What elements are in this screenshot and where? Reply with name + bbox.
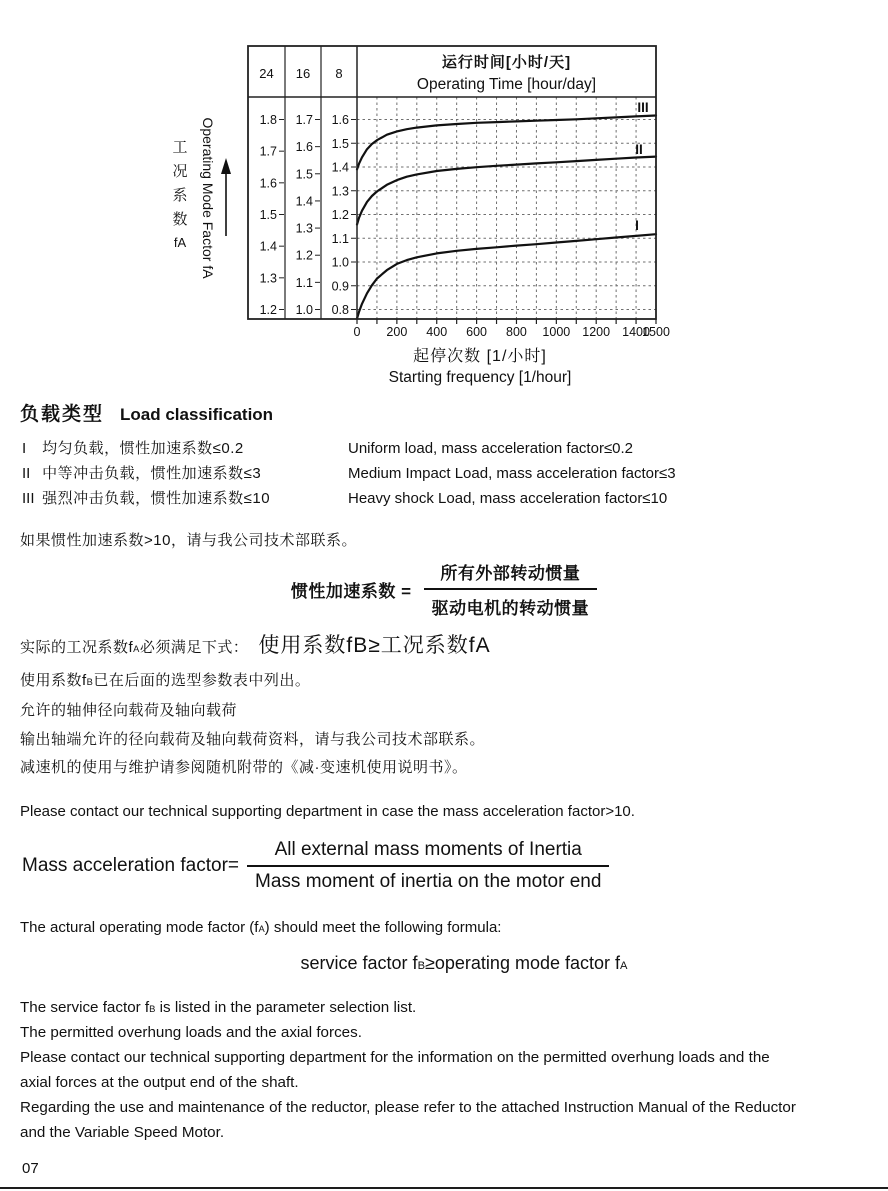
scale-header-16: 16 (295, 66, 311, 81)
scale-tick-label: 1.7 (295, 113, 313, 127)
bottom-line-1: The service factor fB is listed in the parameter selection list. (20, 999, 417, 1016)
x-tick-label: 1500 (642, 325, 670, 339)
en-formula-lhs: Mass acceleration factor= (22, 855, 240, 876)
service-factor-formula: service factor fB≥operating mode factor fA (300, 953, 628, 973)
x-tick-label: 0 (353, 325, 361, 339)
page-bottom-rule (0, 1187, 888, 1189)
scale-tick-label: 1.3 (259, 271, 277, 286)
scale-tick-label: 1.4 (295, 194, 313, 209)
en-actural-line: The actural operating mode factor (fA) should meet the following formula: (20, 919, 502, 936)
scale-header-24: 24 (259, 66, 274, 81)
up-arrow-head (221, 158, 231, 174)
scale-tick-label: 0.9 (331, 279, 349, 294)
en-contact-note: Please contact our technical supporting department in case the mass acceleration factor>10. (20, 803, 635, 820)
y-axis-label-zh-char: 数 (172, 211, 188, 228)
x-tick-label: 800 (506, 325, 527, 339)
operating-factor-chart (150, 40, 680, 390)
zh-contact-note: 如果惯性加速系数>10，请与我公司技术部联系。 (20, 532, 357, 549)
y-axis-label-zh-char: 工 (172, 139, 188, 156)
zh-service-factor-line: 使用系数fB已在后面的选型参数表中列出。 (20, 672, 311, 689)
load-classification-heading (20, 399, 273, 426)
scale-tick-label: 1.0 (295, 303, 313, 317)
bottom-line-6: and the Variable Speed Motor. (20, 1124, 225, 1141)
zh-requirement-line: 实际的工况系数f A 必须满足下式： 使用系数fB≥工况系数fA (20, 634, 491, 657)
x-tick-label: 600 (466, 325, 488, 339)
curve-label-I: I (635, 218, 639, 233)
scale-header-8: 8 (335, 66, 343, 81)
scale-tick-label: 1.4 (259, 239, 277, 254)
heading-zh: 负载类型 (20, 404, 105, 425)
scale-tick-label: 1.2 (259, 303, 277, 317)
y-axis-label-fa: fA (173, 235, 187, 250)
x-axis-title-zh: 起停次数 [1/小时] (413, 348, 547, 365)
zh-formula-lhs: 惯性加速系数 = (290, 581, 412, 601)
scale-tick-label: 1.3 (295, 221, 313, 236)
zh-formula-fraction (424, 558, 598, 620)
scale-tick-label: 1.4 (331, 160, 349, 175)
zh-manual-line: 减速机的使用与维护请参阅随机附带的《减·变速机使用说明书》。 (20, 759, 468, 776)
zh-formula-block (0, 558, 888, 620)
scale-tick-label: 1.5 (295, 167, 313, 182)
x-tick-label: 400 (426, 325, 448, 339)
zh-permitted-line: 允许的轴伸径向载荷及轴向载荷 (20, 702, 238, 719)
y-axis-label-zh-char: 系 (172, 187, 188, 204)
x-tick-label: 1200 (582, 325, 611, 339)
chart-title-en: Operating Time [hour/day] (416, 76, 597, 93)
scale-tick-label: 1.8 (259, 113, 277, 127)
chart-title-zh: 运行时间[小时/天] (441, 54, 572, 71)
load-en: Uniform load, mass acceleration factor≤0.2 (348, 440, 634, 457)
load-en: Medium Impact Load, mass acceleration factor≤3 (348, 465, 676, 482)
x-tick-label: 1400 (622, 325, 650, 339)
scale-tick-label: 1.2 (295, 248, 313, 263)
bottom-line-4: axial forces at the output end of the shaft. (20, 1074, 299, 1091)
zh-formula-denominator: 驱动电机的转动惯量 (431, 599, 590, 618)
en-formula-denominator: Mass moment of inertia on the motor end (255, 871, 602, 892)
scale-tick-label: 1.3 (331, 184, 349, 199)
curve-I (357, 234, 656, 318)
scale-tick-label: 1.6 (259, 176, 277, 191)
y-axis-label-zh-char: 况 (172, 163, 188, 180)
scale-tick-label: 0.8 (331, 303, 349, 317)
operating-factor-chart-block (150, 40, 680, 395)
x-tick-label: 1000 (542, 325, 571, 339)
scale-tick-label: 1.7 (259, 144, 277, 159)
load-row-uniform (22, 436, 866, 461)
scale-tick-label: 1.6 (331, 113, 349, 127)
load-classification-list (22, 436, 866, 511)
en-formula-block (22, 838, 609, 894)
x-tick-label: 200 (386, 325, 408, 339)
en-formula-fraction (247, 838, 609, 894)
scale-tick-label: 1.6 (295, 140, 313, 155)
en-formula-numerator: All external mass moments of Inertia (247, 838, 609, 867)
bottom-line-2: The permitted overhung loads and the axial forces. (20, 1024, 362, 1041)
load-zh: 均匀负载，惯性加速系数≤0.2 (42, 440, 244, 457)
bottom-line-3: Please contact our technical supporting department for the information on the permitted overhung loads and the (20, 1049, 770, 1066)
bottom-line-5: Regarding the use and maintenance of the reductor, please refer to the attached Instruction Manual of the Reductor (20, 1099, 796, 1116)
curve-label-II: II (635, 142, 643, 157)
scale-tick-label: 1.5 (331, 136, 349, 151)
zh-formula-numerator: 所有外部转动惯量 (424, 558, 598, 590)
load-row-heavy (22, 486, 866, 511)
zh-output-line: 输出轴端允许的径向载荷及轴向载荷资料，请与我公司技术部联系。 (20, 731, 486, 748)
en-bottom-paragraphs (20, 995, 880, 1145)
page-number: 07 (22, 1160, 39, 1177)
load-numeral: III (22, 490, 35, 507)
load-zh: 中等冲击负载，惯性加速系数≤3 (42, 465, 262, 482)
load-numeral: II (22, 465, 31, 482)
heading-en: Load classification (120, 405, 274, 424)
y-axis-title-en: Operating Mode Factor fA (200, 117, 216, 279)
load-zh: 强烈冲击负载，惯性加速系数≤10 (42, 490, 271, 507)
curve-label-III: III (637, 100, 649, 115)
scale-tick-label: 1.1 (295, 275, 313, 290)
scale-tick-label: 1.2 (331, 208, 349, 222)
scale-tick-label: 1.5 (259, 208, 277, 222)
scale-tick-label: 1.0 (331, 255, 349, 270)
load-en: Heavy shock Load, mass acceleration factor≤10 (348, 490, 668, 507)
load-row-medium (22, 461, 866, 486)
load-numeral: I (22, 440, 27, 457)
scale-tick-label: 1.1 (331, 231, 349, 246)
curve-III (357, 116, 656, 170)
x-axis-title-en: Starting frequency [1/hour] (388, 369, 572, 386)
